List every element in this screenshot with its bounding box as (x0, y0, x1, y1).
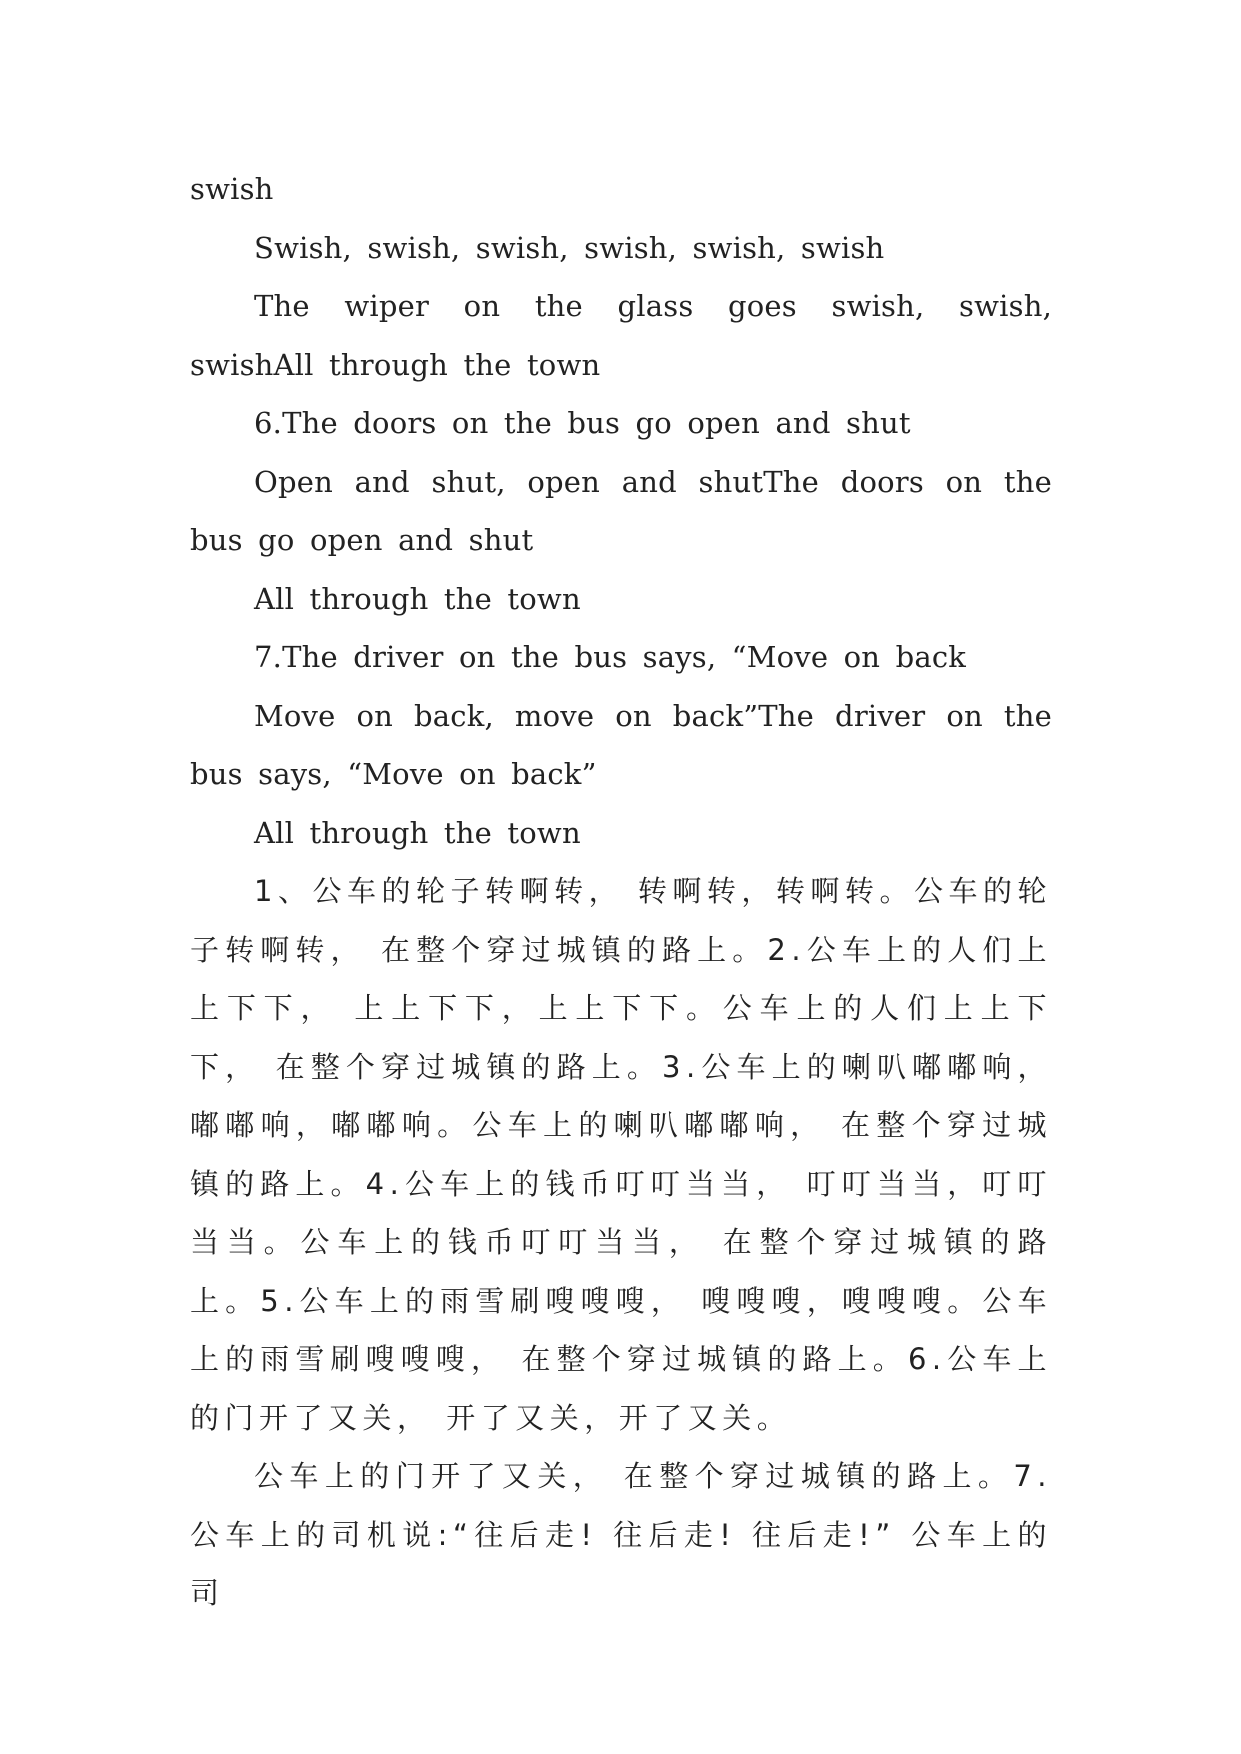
paragraph: The wiper on the glass goes swish, swish, swishAll through the town (190, 289, 1052, 382)
paragraph: Move on back, move on back”The driver on the bus says, “Move on back” (190, 698, 1052, 791)
paragraph: Swish, swish, swish, swish, swish, swish (254, 230, 885, 265)
paragraph: 6.The doors on the bus go open and shut (254, 406, 911, 440)
body-text (190, 160, 1052, 1623)
paragraph: All through the town (254, 815, 581, 850)
paragraph: 1、公车的轮子转啊转， 转啊转，转啊转。公车的轮子转啊转， 在整个穿过城镇的路上。2.公车上的人们上上下下， 上上下下，上上下下。公车上的人们上上下下， 在整个穿过城镇的路上。3.公车上的喇叭嘟嘟响， 嘟嘟响，嘟嘟响。公车上的喇叭嘟嘟响， 在整个穿过城镇的路上。4.公车上的钱币叮叮当当， 叮叮当当，叮叮当当。公车上的钱币叮叮当当， 在整个穿过城镇的路上。5.公车上的雨雪刷嗖嗖嗖， 嗖嗖嗖，嗖嗖嗖。公车上的雨雪刷嗖嗖嗖， 在整个穿过城镇的路上。6.公车上的门开了又关， 开了又关，开了又关。 (190, 874, 1052, 1435)
paragraph: 公车上的门开了又关， 在整个穿过城镇的路上。7.公车上的司机说:“往后走! 往后走! 往后走!” 公车上的司 (190, 1459, 1052, 1610)
paragraph: 7.The driver on the bus says, “Move on back (254, 640, 967, 674)
paragraph: All through the town (254, 581, 581, 616)
paragraph: Open and shut, open and shutThe doors on the bus go open and shut (190, 464, 1052, 557)
paragraph: swish (190, 172, 274, 206)
